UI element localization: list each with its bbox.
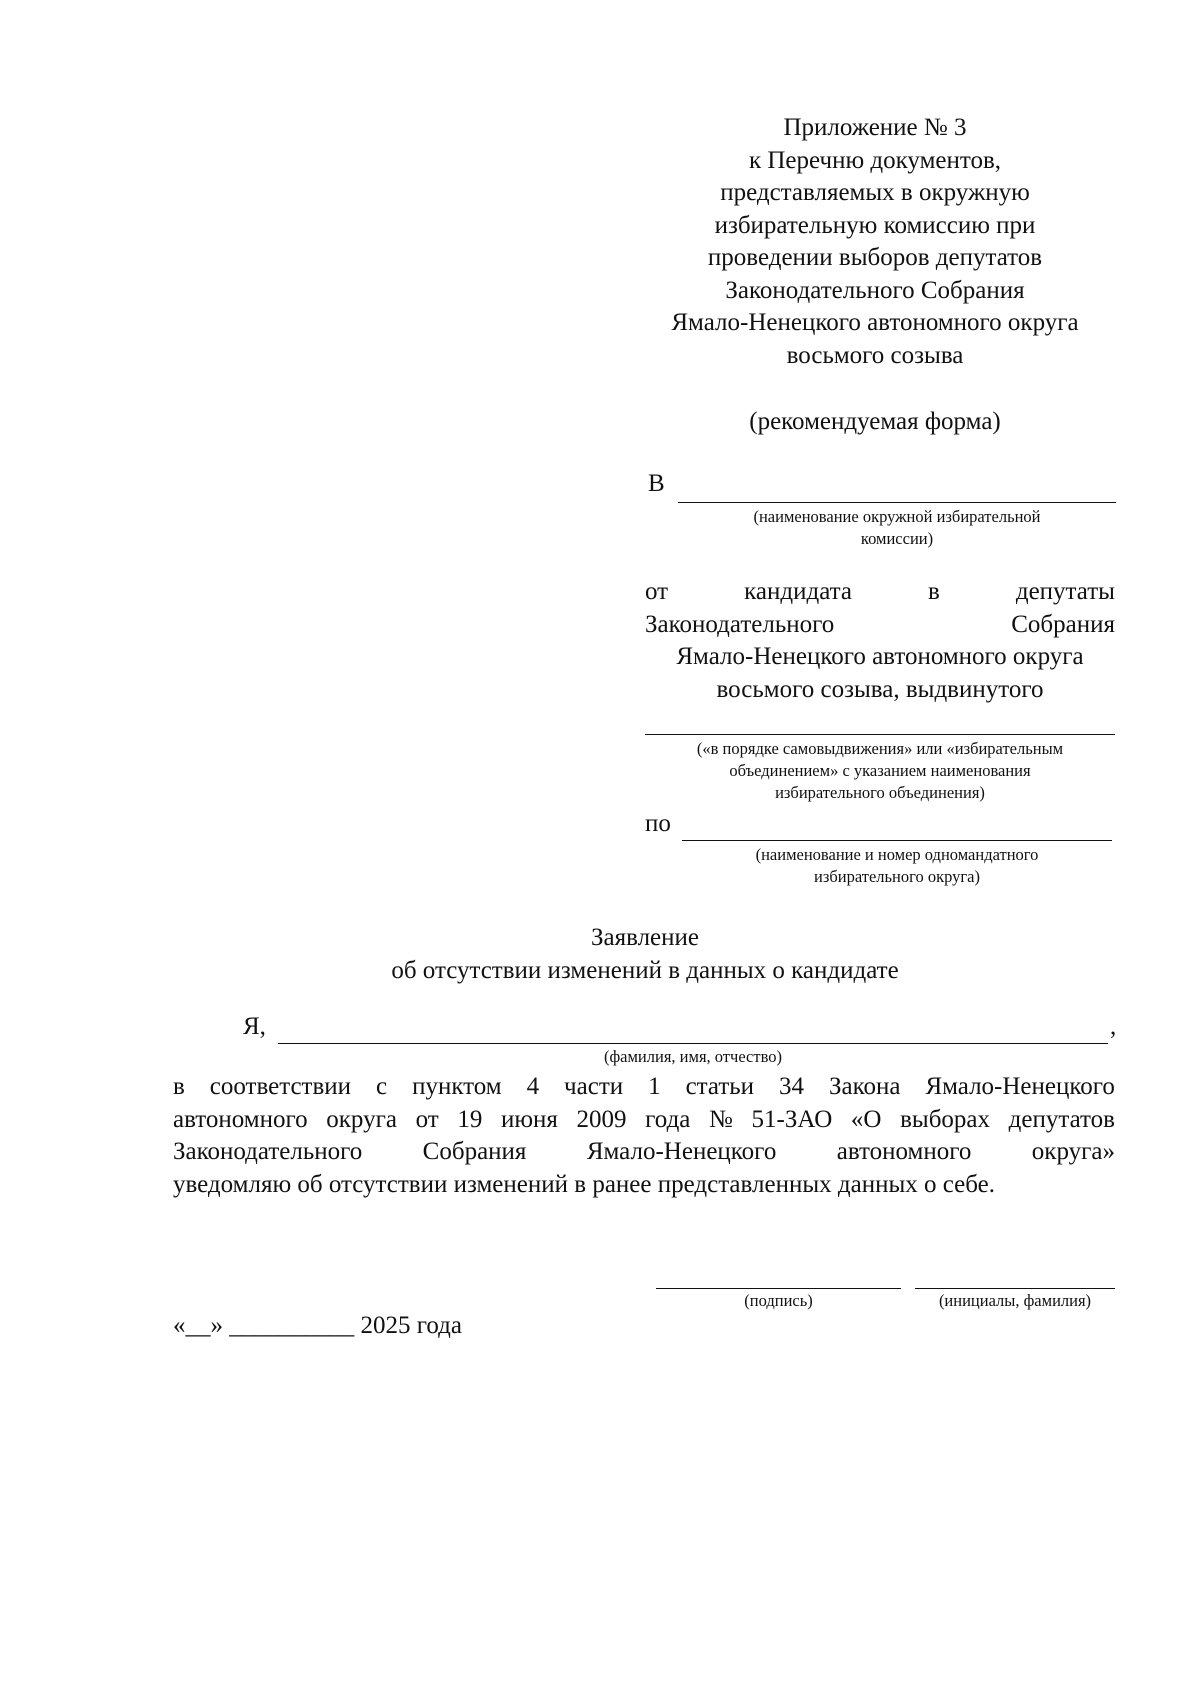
applicant-hint: (фамилия, имя, отчество) [603, 1047, 783, 1066]
word: 4 [526, 1073, 540, 1100]
appendix-line: восьмого созыва [786, 341, 964, 369]
word: автономного [836, 1138, 972, 1165]
nomination-hint-line: объединением» с указанием наименования [729, 761, 1031, 780]
district-hint-line: избирательного округа) [814, 867, 980, 886]
word: в [173, 1073, 185, 1100]
candidate-row: восьмого созыва, выдвинутого [716, 675, 1044, 703]
word: Законодательного [173, 1138, 363, 1165]
appendix-line: представляемых в окружную [720, 179, 1030, 206]
word: пунктом [412, 1073, 502, 1100]
recipient-hint-line: (наименование окружной избирательной [753, 507, 1041, 526]
recipient-hint [678, 506, 1116, 550]
word: Законодательного [645, 610, 835, 638]
candidate-row: Ямало-Ненецкого автономного округа [676, 643, 1084, 670]
word: соответствии [209, 1073, 352, 1100]
word: части [564, 1073, 624, 1100]
word: Ямало-Ненецкого [925, 1073, 1115, 1100]
nomination-blank-line[interactable] [645, 734, 1115, 735]
statement-body [173, 1071, 1115, 1201]
word: от [645, 578, 669, 605]
word: 34 [779, 1073, 805, 1100]
recipient-hint-line: комиссии) [860, 529, 934, 548]
recommended-form-note: (рекомендуемая форма) [749, 408, 1001, 435]
appendix-line: Приложение № 3 [783, 114, 967, 141]
word: № [709, 1105, 733, 1133]
appendix-line: Законодательного Собрания [725, 276, 1025, 304]
applicant-prefix: Я, [243, 1013, 266, 1040]
candidate-row [645, 576, 1115, 609]
signature-hint: (подпись) [744, 1291, 813, 1310]
word: Ямало-Ненецкого [586, 1138, 777, 1165]
word: от [415, 1105, 439, 1133]
word: с [376, 1073, 388, 1100]
appendix-line: проведении выборов депутатов [707, 244, 1043, 271]
word: депутаты [1015, 578, 1115, 605]
word: автономного [173, 1105, 308, 1133]
district-hint [682, 844, 1112, 888]
word: 19 [457, 1105, 483, 1133]
word: в [928, 578, 940, 605]
candidate-row [645, 609, 1115, 642]
word: 51-ЗАО [751, 1105, 833, 1133]
word: Закона [828, 1073, 901, 1100]
word: выборах [900, 1105, 991, 1133]
nomination-hint [645, 738, 1115, 804]
word: 2009 [576, 1105, 627, 1133]
district-hint-line: (наименование и номер одномандатного [755, 845, 1039, 864]
district-prefix: по [645, 810, 671, 837]
nomination-hint-line: («в порядке самовыдвижения» или «избирательным [696, 739, 1064, 758]
body-row: уведомляю об отсутствии изменений в ранее представленных данных о себе. [173, 1170, 995, 1198]
appendix-header [640, 112, 1110, 372]
applicant-name-blank-line[interactable] [278, 1043, 1108, 1044]
statement-subtitle: об отсутствии изменений в данных о кандидате [391, 957, 899, 984]
date-line: «__» __________ 2025 года [173, 1312, 462, 1339]
word: депутатов [1008, 1105, 1115, 1133]
applicant-comma: , [1110, 1013, 1117, 1040]
signature-blank-line[interactable] [656, 1288, 901, 1289]
initials-hint: (инициалы, фамилия) [938, 1291, 1092, 1310]
recipient-prefix: В [648, 470, 665, 497]
candidate-block [645, 576, 1115, 706]
appendix-line: к Перечню документов, [748, 146, 1002, 174]
word: кандидата [744, 578, 852, 605]
word: округа» [1031, 1138, 1115, 1165]
appendix-line: избирательную комиссию при [714, 211, 1036, 239]
word: статьи [685, 1073, 755, 1100]
body-row [173, 1104, 1115, 1137]
word: «О [850, 1105, 882, 1133]
word: года [645, 1105, 691, 1133]
word: Собрания [1011, 610, 1115, 638]
word: 1 [648, 1073, 661, 1100]
word: округа [326, 1105, 397, 1133]
recipient-blank-line[interactable] [678, 502, 1116, 503]
word: июня [500, 1105, 558, 1133]
body-row [173, 1136, 1115, 1169]
initials-blank-line[interactable] [915, 1288, 1115, 1289]
statement-title: Заявление [590, 924, 700, 951]
district-blank-line[interactable] [682, 840, 1112, 841]
word: Собрания [422, 1138, 527, 1165]
appendix-line: Ямало-Ненецкого автономного округа [671, 309, 1079, 336]
nomination-hint-line: избирательного объединения) [775, 783, 985, 802]
body-row [173, 1071, 1115, 1104]
